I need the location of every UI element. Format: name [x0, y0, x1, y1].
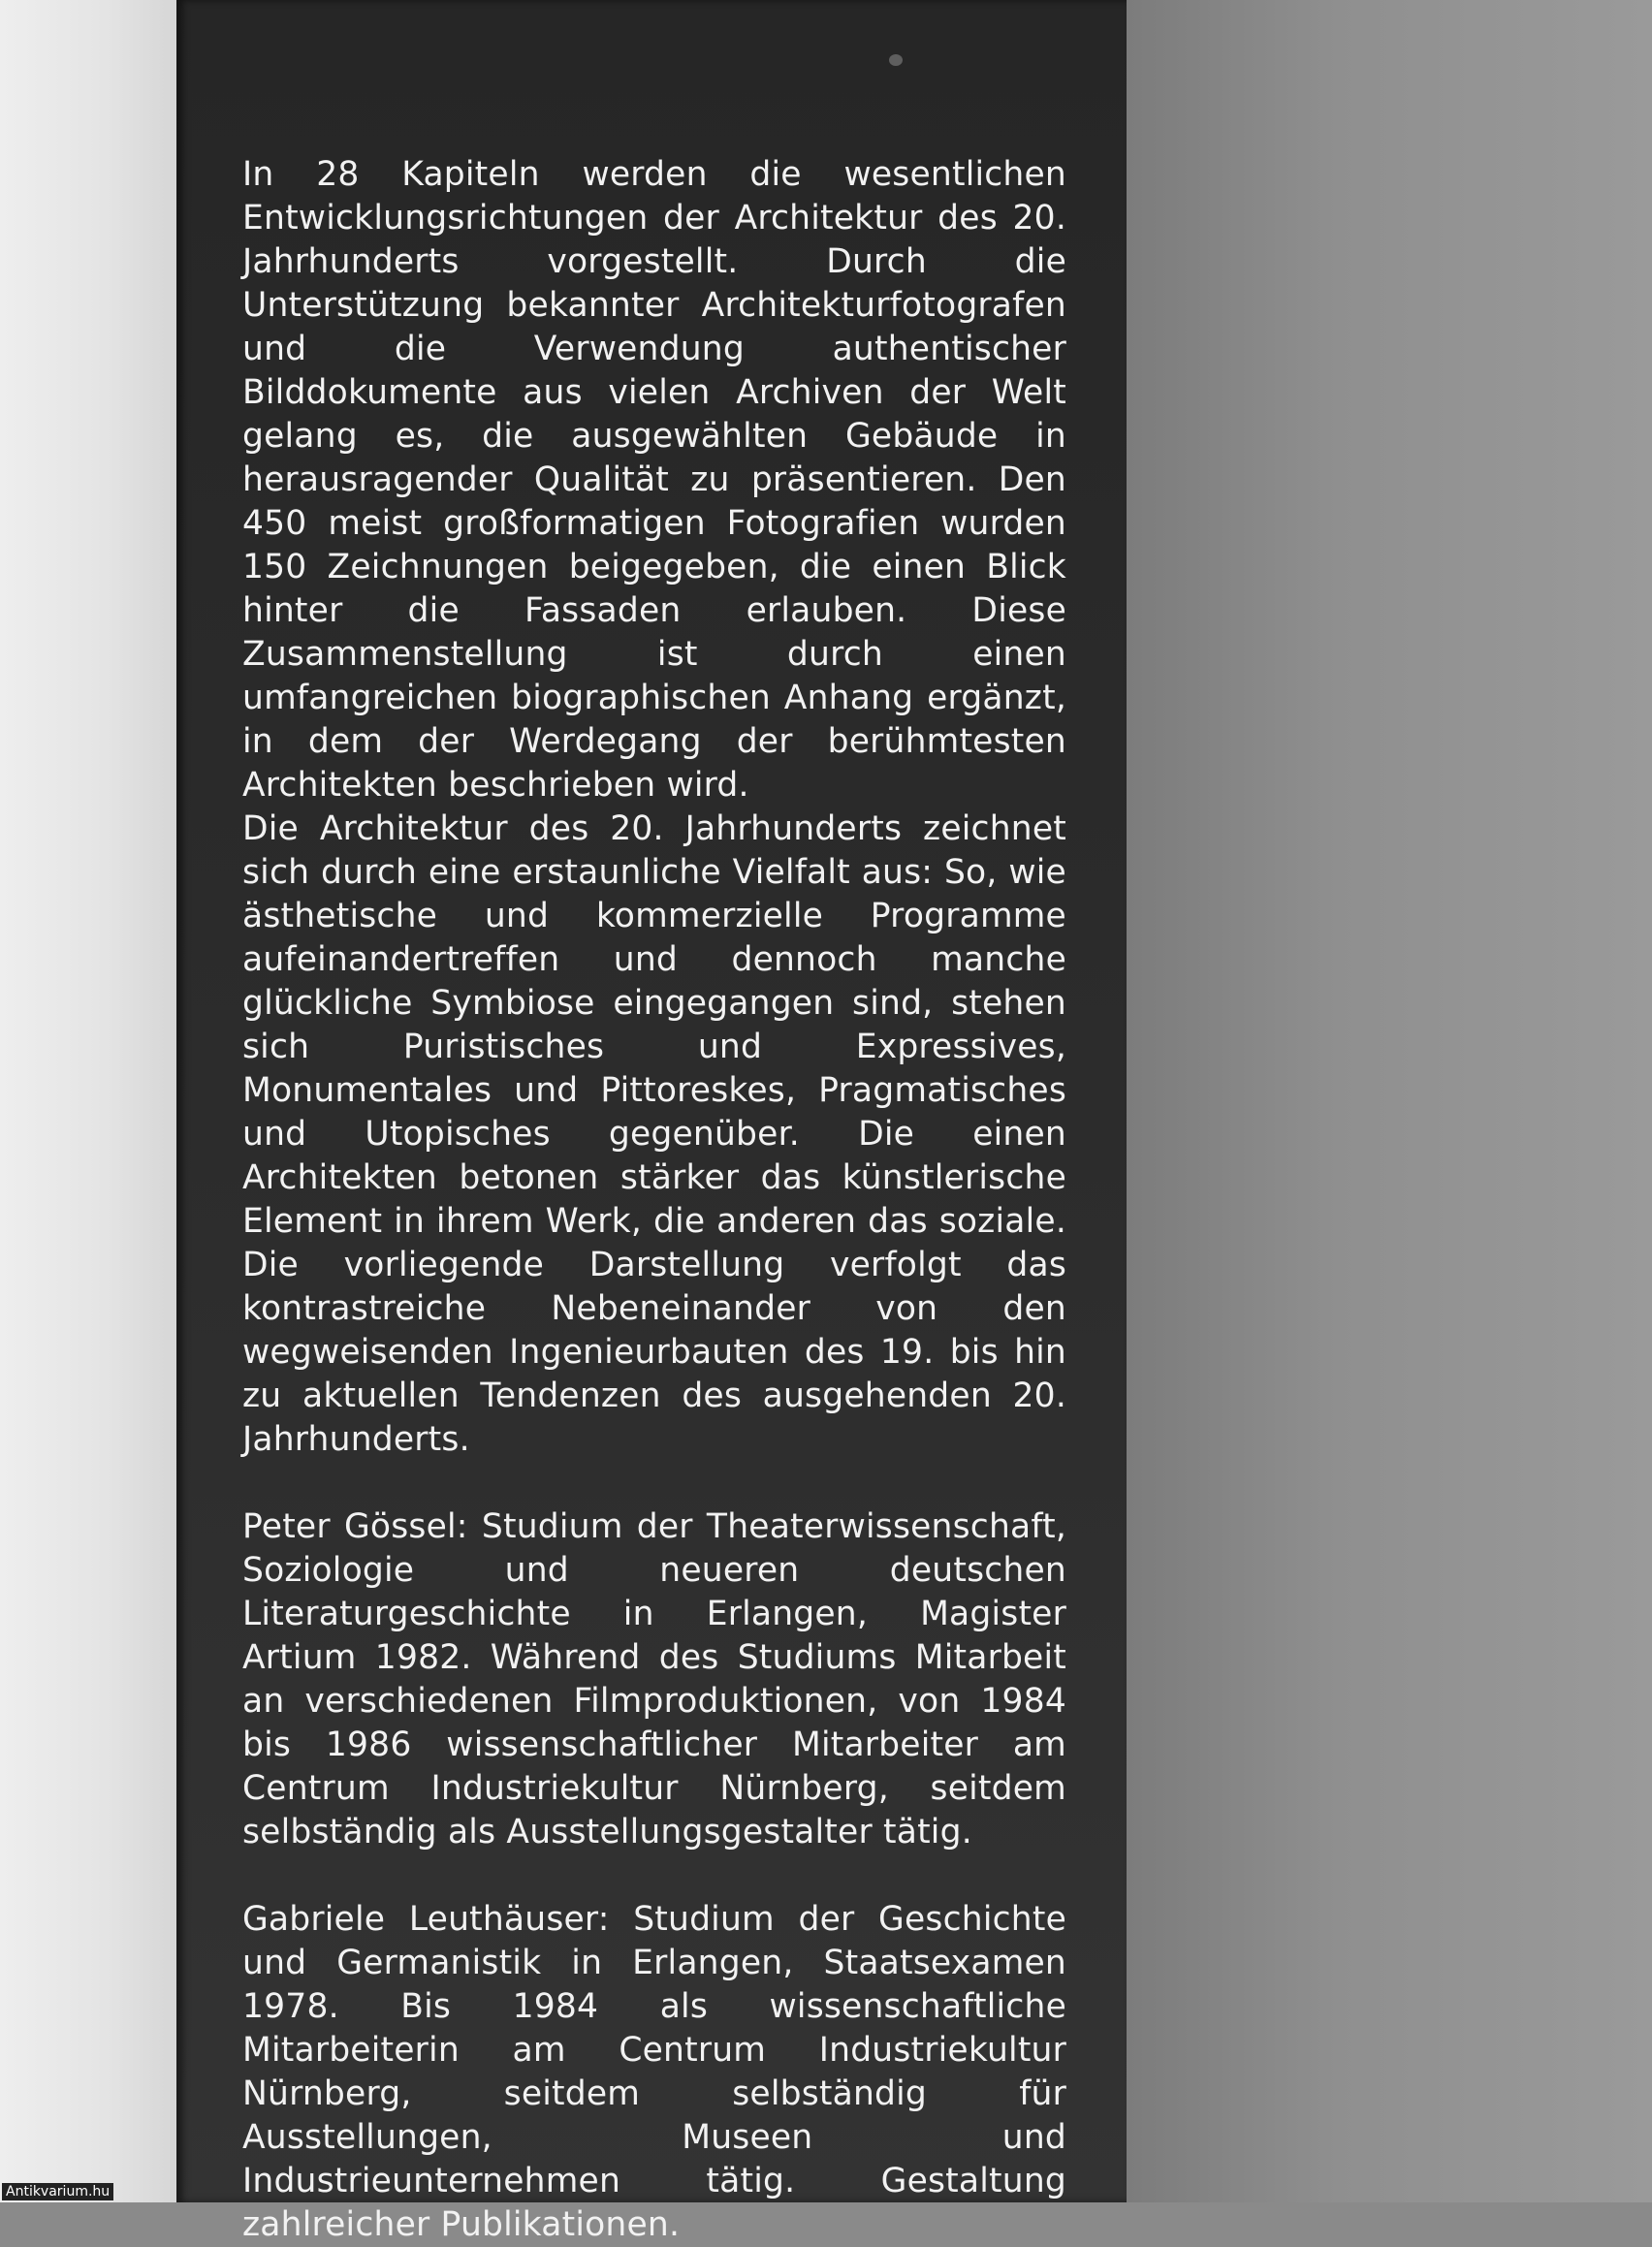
paragraph-author-goessel: Peter Gössel: Studium der Theaterwissenschaft, Soziologie und neueren deutschen Literaturgeschichte in Erlangen, Magister Artium 1982. Während des Studiums Mitarbeit an verschiedenen Filmproduktionen, von 1984 bis 1986 wissenschaftlicher Mitarbeiter am Centrum Industriekultur Nürnberg, seitdem selbständig als Ausstellungsgestalter tätig. — [242, 1507, 1066, 1851]
paragraph-author-leuthaeuser: Gabriele Leuthäuser: Studium der Geschichte und Germanistik in Erlangen, Staatsexamen 1978. Bis 1984 als wissenschaftliche Mitarbeiterin am Centrum Industriekultur Nürnberg, seitdem selbständig für Ausstellungen, Museen und Industrieunternehmen tätig. Gestaltung zahlreicher Publikationen. — [242, 1900, 1066, 2244]
cover-speck — [889, 54, 903, 66]
background-wall — [0, 0, 176, 2202]
background-right — [1127, 0, 1652, 2202]
paragraph-book-intro: In 28 Kapiteln werden die wesentlichen Entwicklungsrichtungen der Architektur des 20. Jahrhunderts vorgestellt. Durch die Unterstützung bekannter Architekturfotografen und die Verwendung authentischer Bilddokumente aus vielen Archiven der Welt gelang es, die ausgewählten Gebäude in herausragender Qualität zu präsentieren. Den 450 meist großformatigen Fotografien wurden 150 Zeichnungen beigegeben, die einen Blick hinter die Fassaden erlauben. Diese Zusammenstellung ist durch einen umfangreichen biographischen Anhang ergänzt, in dem der Werdegang der berühmtesten Architekten beschrieben wird. — [242, 155, 1066, 805]
cover-text — [242, 153, 1066, 2247]
watermark: Antikvarium.hu — [2, 2183, 113, 2200]
paragraph-architecture-overview: Die Architektur des 20. Jahrhunderts zeichnet sich durch eine erstaunliche Vielfalt aus: So, wie ästhetische und kommerzielle Programme aufeinandertreffen und dennoch manche glückliche Symbiose eingegangen sind, stehen sich Puristisches und Expressives, Monumentales und Pittoreskes, Pragmatisches und Utopisches gegenüber. Die einen Architekten betonen stärker das künstlerische Element in ihrem Werk, die anderen das soziale. Die vorliegende Darstellung verfolgt das kontrastreiche Nebeneinander von den wegweisenden Ingenieurbauten des 19. bis hin zu aktuellen Tendenzen des ausgehenden 20. Jahrhunderts. — [242, 809, 1066, 1459]
